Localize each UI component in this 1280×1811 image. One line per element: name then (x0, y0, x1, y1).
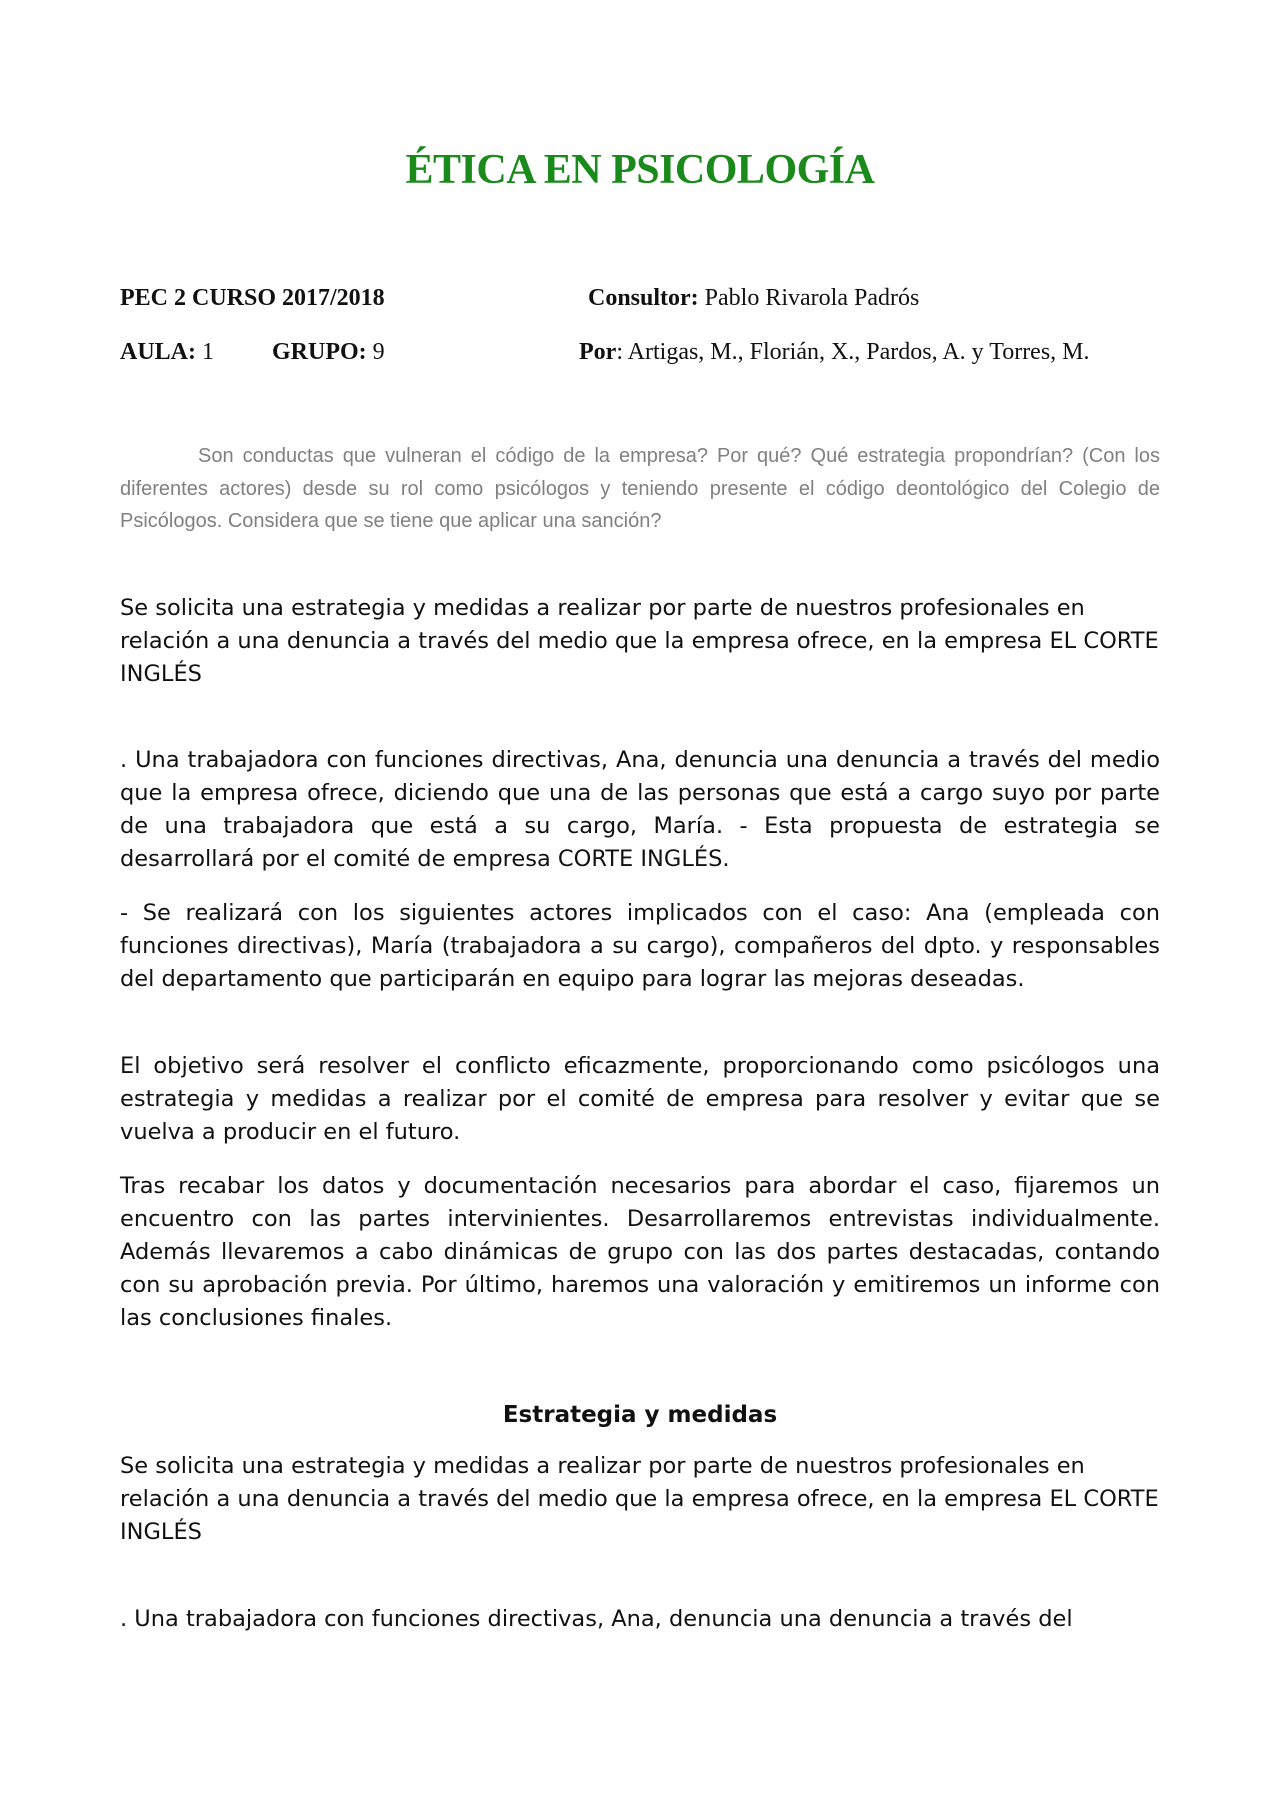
section-heading-strategy: Estrategia y medidas (502, 1402, 778, 1428)
document-title: ÉTICA EN PSICOLOGÍA (405, 147, 875, 193)
section-paragraph-request: Se solicita una estrategia y medidas a realizar por parte de nuestros profesionales en relación a una denuncia a través del medio que la empresa ofrece, en la empresa EL CORTE INGLÉS (120, 1453, 1159, 1545)
paragraph-request: Se solicita una estrategia y medidas a realizar por parte de nuestros profesionales en relación a una denuncia a través del medio que la empresa ofrece, en la empresa EL CORTE INGLÉS (120, 595, 1159, 687)
section-paragraph-case: . Una trabajadora con funciones directivas, Ana, denuncia una denuncia a través del (120, 1606, 1073, 1632)
paragraph-objective: El objetivo será resolver el conflicto eficazmente, proporcionando como psicólogos una estrategia y medidas a realizar por el comité de empresa para resolver y evitar que se vuelva a producir en el futuro. (120, 1053, 1160, 1145)
authors-info: Por: Artigas, M., Florián, X., Pardos, A. y Torres, M. (579, 339, 1090, 365)
paragraph-actors: - Se realizará con los siguientes actores implicados con el caso: Ana (empleada con funciones directivas), María (trabajadora a su cargo), compañeros del dpto. y responsables del departamento que participarán en equipo para lograr las mejoras deseadas. (120, 900, 1160, 992)
assignment-question: Son conductas que vulneran el código de la empresa? Por qué? Qué estrategia propondrían? (Con los diferentes actores) desde su rol como psicólogos y teniendo presente el código deontológico del Colegio de Psicólogos. Considera que se tiene que aplicar una sanción? (120, 445, 1160, 532)
consultor-info: Consultor: Pablo Rivarola Padrós (588, 285, 920, 311)
header-row-group (120, 337, 1160, 367)
course-label: PEC 2 CURSO 2017/2018 (120, 285, 385, 311)
paragraph-case: . Una trabajadora con funciones directivas, Ana, denuncia una denuncia a través del medio que la empresa ofrece, diciendo que una de las personas que está a cargo suyo por parte de una trabajadora que está a su cargo, María. - Esta propuesta de estrategia se desarrollará por el comité de empresa CORTE INGLÉS. (120, 747, 1160, 872)
grupo-info: GRUPO: 9 (272, 339, 385, 365)
aula-info: AULA: 1 (120, 339, 214, 365)
paragraph-procedure: Tras recabar los datos y documentación necesarios para abordar el caso, fijaremos un encuentro con las partes intervinientes. Desarrollaremos entrevistas individualmente. Además llevaremos a cabo dinámicas de grupo con las dos partes destacadas, contando con su aprobación previa. Por último, haremos una valoración y emitiremos un informe con las conclusiones finales. (120, 1173, 1160, 1331)
header-row-course (120, 283, 1160, 313)
